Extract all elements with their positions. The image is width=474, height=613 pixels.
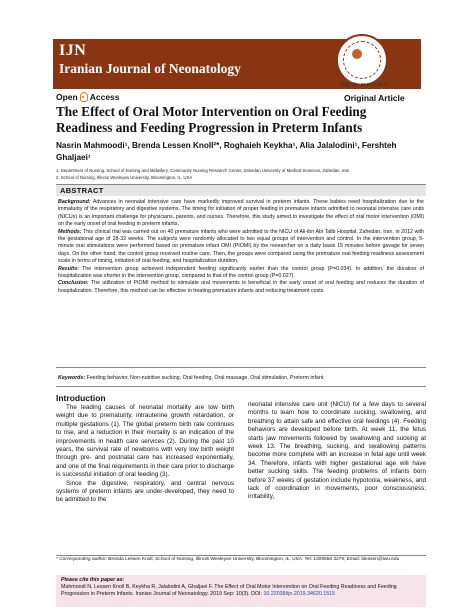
- author-list: Nasrin Mahmoodi¹, Brenda Lessen Knoll²*, Roghaieh Keykha¹, Alia Jalalodini¹, Fershteh Ghaljaei¹: [56, 141, 397, 162]
- article-title: The Effect of Oral Motor Intervention on Oral Feeding Readiness and Feeding Progression in Preterm Infants: [56, 104, 367, 135]
- divider: [56, 367, 426, 368]
- open-access-lock-icon: [80, 92, 88, 102]
- affiliation-2: 2. School of Nursing, Illinois Wesleyan University, Bloomington, IL, USA: [56, 174, 193, 180]
- journal-url[interactable]: http://ijn.mums.ac.ir: [340, 82, 388, 88]
- citation-heading: Please cite this paper as:: [61, 577, 125, 583]
- intro-column-right: [248, 401, 426, 502]
- abstract-body: [58, 199, 424, 295]
- abstract-heading: ABSTRACT: [60, 186, 104, 195]
- article-type: Original Article: [344, 93, 405, 103]
- corresponding-author-footnote: * Corresponding author: Brenda Lessen Knoll, School of Nursing, Illinois Wesleyan University, Bloomington, IL, USA. Tel: 1309556 3279; Email: blessen@iwu.edu: [56, 557, 400, 562]
- affiliation-1: 1. Department of Nursing, School of Nursing and Midwifery, Community Nursing Research Center, Zahedan University of Medical Sciences, Zahedan, Iran: [56, 168, 350, 173]
- divider: [56, 555, 426, 556]
- intro-paragraph: neonatal intensive care unit (NICU) for a few days to several months to learn how to coordinate sucking, swallowing, and breathing to attain safe and effective oral feedings (4). Feeding behaviors are developed before birth. At week 11, the fetus starts jaw movements followed by swallowing and sucking at week 13. The breathing, sucking, and swallowing patterns become more complete with an increase in fetal age until week 34. Therefore, infants with higher gestational age will have better sucking skills. The feeding problems of infants born before 37 weeks of gestation include hypotonia, weakness, and lack of coordination in movements, poor consciousness, irritability,: [248, 401, 426, 501]
- intro-paragraph: Since the digestive, respiratory, and central nervous systems of preterm infants are under-developed, they need to be admitted to the: [56, 479, 234, 504]
- divider: [56, 386, 426, 387]
- abstract-results: Results: The intervention group achieved independent feeding significantly earlier than the control group (P=0.034). In addition, the duration of hospitalization was shorter in the intervention group, compared to that of the control group (P=0.027).: [58, 265, 424, 280]
- keywords: Keywords: Feeding behavior, Non-nutritive sucking, Oral feeding, Oral massage, Oral stimulation, Preterm infant: [58, 375, 324, 381]
- abstract-conclusion: Conclusion: The utilization of PIOMI method to stimulate oral movements is beneficial in the early onset of oral feeding and reduces the duration of hospitalization. Therefore, this method can be effective in treating premature infants and reducing treatment costs.: [58, 280, 424, 294]
- citation-box: [56, 575, 426, 607]
- intro-paragraph: The leading causes of neonatal mortality are low birth weight due to prematurity, intrauterine growth retardation, or multiple gestations (1). The global preterm birth rate continues to rise, and a reduction in their mortality is an indication of the improvements in health care services (2). During the past 10 years, the survival rate of newborns with very low birth weight through pre- and postnatal care has increased exponentially, and one of the final requirements in their care prior to discharge is successful initiation of oral feeding (3).: [56, 404, 234, 479]
- journal-name: Iranian Journal of Neonatology: [59, 61, 241, 76]
- abstract-background: Background: Advances in neonatal intensive care have markedly improved survival in preterm infants. These babies need hospitalization due to the immaturity of the respiratory and digestive systems. The timing for initiation of proper feeding in premature infants admitted to neonatal intensive care units (NICUs) is an important challenge for physicians, parents, and nurses. Therefore, this study aimed to investigate the effect of oral motor intervention (OMI) on the early onset of oral feeding in preterm infants.: [58, 199, 424, 228]
- citation-text: Mahmoodi N, Lessen Knoll B, Keykha R, Jalalodini A, Ghaljaei F. The Effect of Oral Motor Intervention on Oral Feeding Readiness and Feeding Progression in Preterm Infants. Iranian Journal of Neonatology. 2019 Sep: 10(3). DOI: 10.22038/ijn.2019.34620.1515: [61, 584, 397, 597]
- journal-abbr: IJN: [59, 42, 87, 59]
- abstract-heading-bar: [56, 184, 426, 196]
- open-access-label: Open Access: [56, 92, 120, 102]
- affiliations: [56, 168, 426, 181]
- doi-link[interactable]: 10.22038/ijn.2019.34620.1515: [263, 591, 336, 597]
- abstract-methods: Methods: This clinical trial was carried out on 40 premature infants who were admitted to the NICU of Ali-ibn Abi Talib Hospital, Zahedan, Iran, in 2012 with the gestational age of 28-32 weeks. The subjects were randomly allocated to two equal groups of intervention and control. In the intervention group, 5-minute oral stimulations were performed based on premature infant OMI (PIOMI) by the researcher on a daily basis 15 minutes before gavage for seven days. On the other hand, the control group received routine care. Then, the groups were compared using the premature oral feeding readiness assessment scale in terms of timing, initiation of oral feeding, and hospitalization duration.: [58, 228, 424, 265]
- intro-column-left: [56, 404, 234, 505]
- introduction-heading: Introduction: [56, 393, 106, 403]
- journal-logo-icon: [336, 34, 388, 86]
